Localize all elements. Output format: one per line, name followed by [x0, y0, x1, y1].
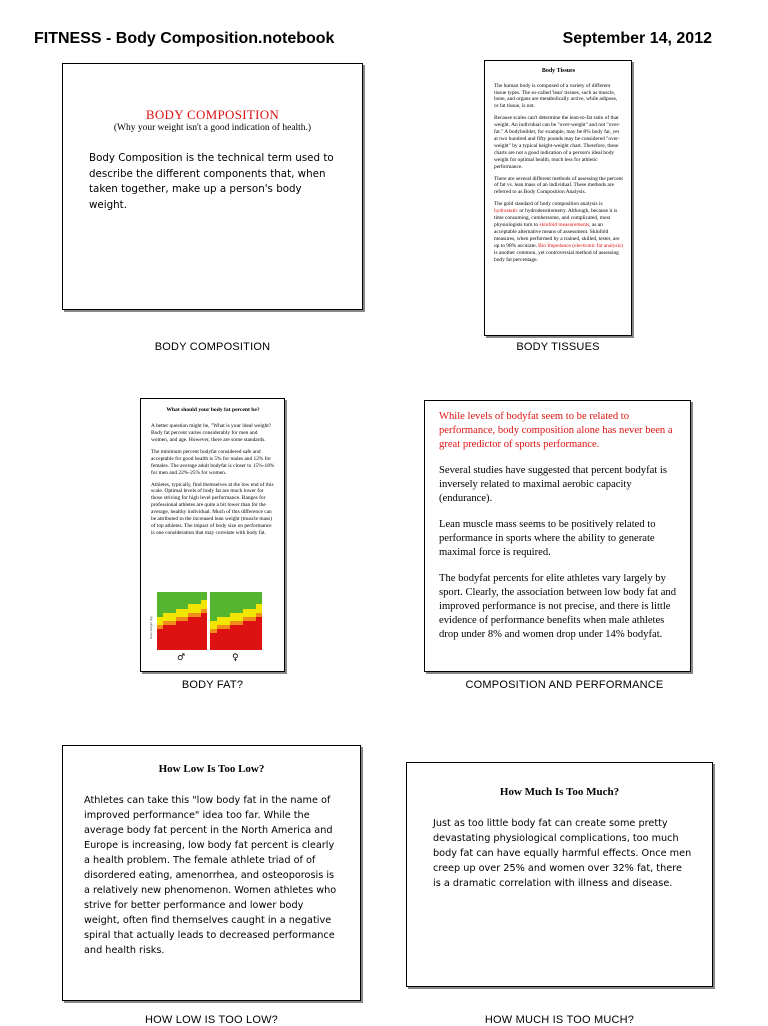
slide-body-fat[interactable]	[140, 398, 285, 672]
slide-caption: BODY FAT?	[181, 679, 244, 691]
heat-cell	[201, 646, 208, 650]
slide-title: BODY COMPOSITION	[145, 107, 280, 122]
slide-caption: BODY TISSUES	[516, 341, 600, 353]
slide-title: How Low Is Too Low?	[158, 763, 265, 775]
slide-title: What should your body fat percent be?	[166, 407, 260, 413]
notebook-date: September 14, 2012	[562, 30, 712, 47]
slide-composition-performance[interactable]	[424, 400, 691, 672]
paragraph: The gold standard of body composition analysis is hydrostatic or hydrodensitometry. Although, because it is time consuming, cumbersome, and complicated, most physiologists turn to skinfold measurements, as an acceptable alternative means of assessment. Skinfold measures, when performed by a trained, skilled, tester, are up to 98% accurate. Bio Impedance (electronic fat analysis) is another common, yet controversial method of assessing body fat percentage.	[494, 201, 623, 263]
paragraph: Because scales can't determine the lean-to-fat ratio of that weight. An individual can be "over-weight" and not "over-fat." A bodybuilder, for example, may be 8% body fat, yet at two hundred and fifty pounds may be considered "over-weight" by a typical height-weight chart. Therefore, these charts are not a good indication of a person's ideal body weight for optimal health, much less for athletic performance.	[494, 115, 620, 170]
axis-label: Body Weight (kg)	[149, 616, 153, 639]
paragraph: There are several different methods of assessing the percent of fat vs. lean mass of an individual. These methods are referred to as Body Composition Analysis.	[494, 175, 623, 196]
slide-caption: COMPOSITION AND PERFORMANCE	[465, 679, 664, 691]
slide-title: Body Tissues	[541, 68, 576, 74]
hydrostatic-link: hydrostatic	[494, 208, 518, 215]
slide-how-much[interactable]	[406, 762, 713, 987]
slide-subtitle: (Why your weight isn't a good indication of health.)	[113, 123, 312, 133]
male-symbol: ♂	[177, 653, 186, 663]
body-fat-chart-male	[157, 592, 207, 650]
intro-paragraph: While levels of bodyfat seem to be related to performance, body composition alone has never been a great predictor of sports performance.	[439, 411, 673, 450]
slide-body-composition[interactable]	[62, 63, 363, 310]
notebook-title: FITNESS - Body Composition.notebook	[34, 30, 335, 47]
slide-how-low[interactable]	[62, 745, 361, 1001]
bio-impedance-link: Bio Impedance (electronic fat analysis)	[538, 242, 623, 249]
paragraph: The minimum percent bodyfat considered safe and acceptable for good health is 5% for males and 12% for females. The average adult bodyfat is closer to 15%-18% for men and 22%-25% for women.	[151, 448, 275, 476]
paragraph: A better question might be, "What is your ideal weight? Body fat percent varies considerably for men and women, and age. However, there are some standards.	[151, 423, 272, 443]
female-symbol: ♀	[232, 653, 239, 663]
slide-caption: HOW MUCH IS TOO MUCH?	[484, 1014, 635, 1026]
slide-body: Body Composition is the technical term used to describe the different components that, when taken together, make up a person's body weight.	[89, 152, 334, 211]
paragraph: The human body is composed of a variety of different tissue types. The so-called 'lean' tissues, such as muscle, bone, and organs are metabolically active, while adipose, or fat tissue, is not.	[494, 82, 618, 110]
slide-body-tissues[interactable]	[484, 60, 632, 336]
skinfold-link: skinfold measurements	[539, 221, 590, 228]
body-fat-chart-female	[210, 592, 262, 650]
paragraph: Several studies have suggested that percent bodyfat is inversely related to maximal aerobic capacity (endurance).	[439, 464, 667, 504]
paragraph: The bodyfat percents for elite athletes vary largely by sport. Clearly, the association between low body fat and improved performance is not precise, and there is little evidence of performance benefits when male athletes drop under 8% and women drop under 14% bodyfat.	[439, 572, 677, 640]
slide-body: Athletes can take this "low body fat in the name of improved performance" idea too far. While the average body fat percent in the North America and Europe is increasing, low body fat percent is clearly a health problem. The female athlete triad of of disordered eating, amenorrhea, and osteoporosis is a relatively new phenomenon. Women athletes who strive for better performance and lower body weight, often find themselves caught in a negative spiral that actually leads to decreased performance and health risks.	[84, 795, 337, 957]
paragraph: Lean muscle mass seems to be positively related to performance in sports where the ability to generate maximal force is required.	[439, 518, 656, 558]
slide-body: Just as too little body fat can create some pretty devastating physiological complications, too much body fat can have equally harmful effects. Once men creep up over 25% and women over 32% fat, there is a dramatic correlation with illness and disease.	[433, 818, 692, 890]
paragraph: Athletes, typically, find themselves at the low end of this scale. Optimal levels of body fat are much lower for those striving for high level performance. Ranges for professional athletes are quite a bit lower than for the average, healthy individual. Much of this difference can be attributed to the increased lean weight (muscle mass) of top athletes. The impact of body size on performance is one consideration that may correlate with body fat.	[151, 481, 274, 536]
heat-cell	[256, 646, 263, 650]
slide-caption: HOW LOW IS TOO LOW?	[145, 1014, 278, 1026]
slide-title: How Much Is Too Much?	[499, 786, 620, 798]
slide-caption: BODY COMPOSITION	[154, 341, 271, 353]
